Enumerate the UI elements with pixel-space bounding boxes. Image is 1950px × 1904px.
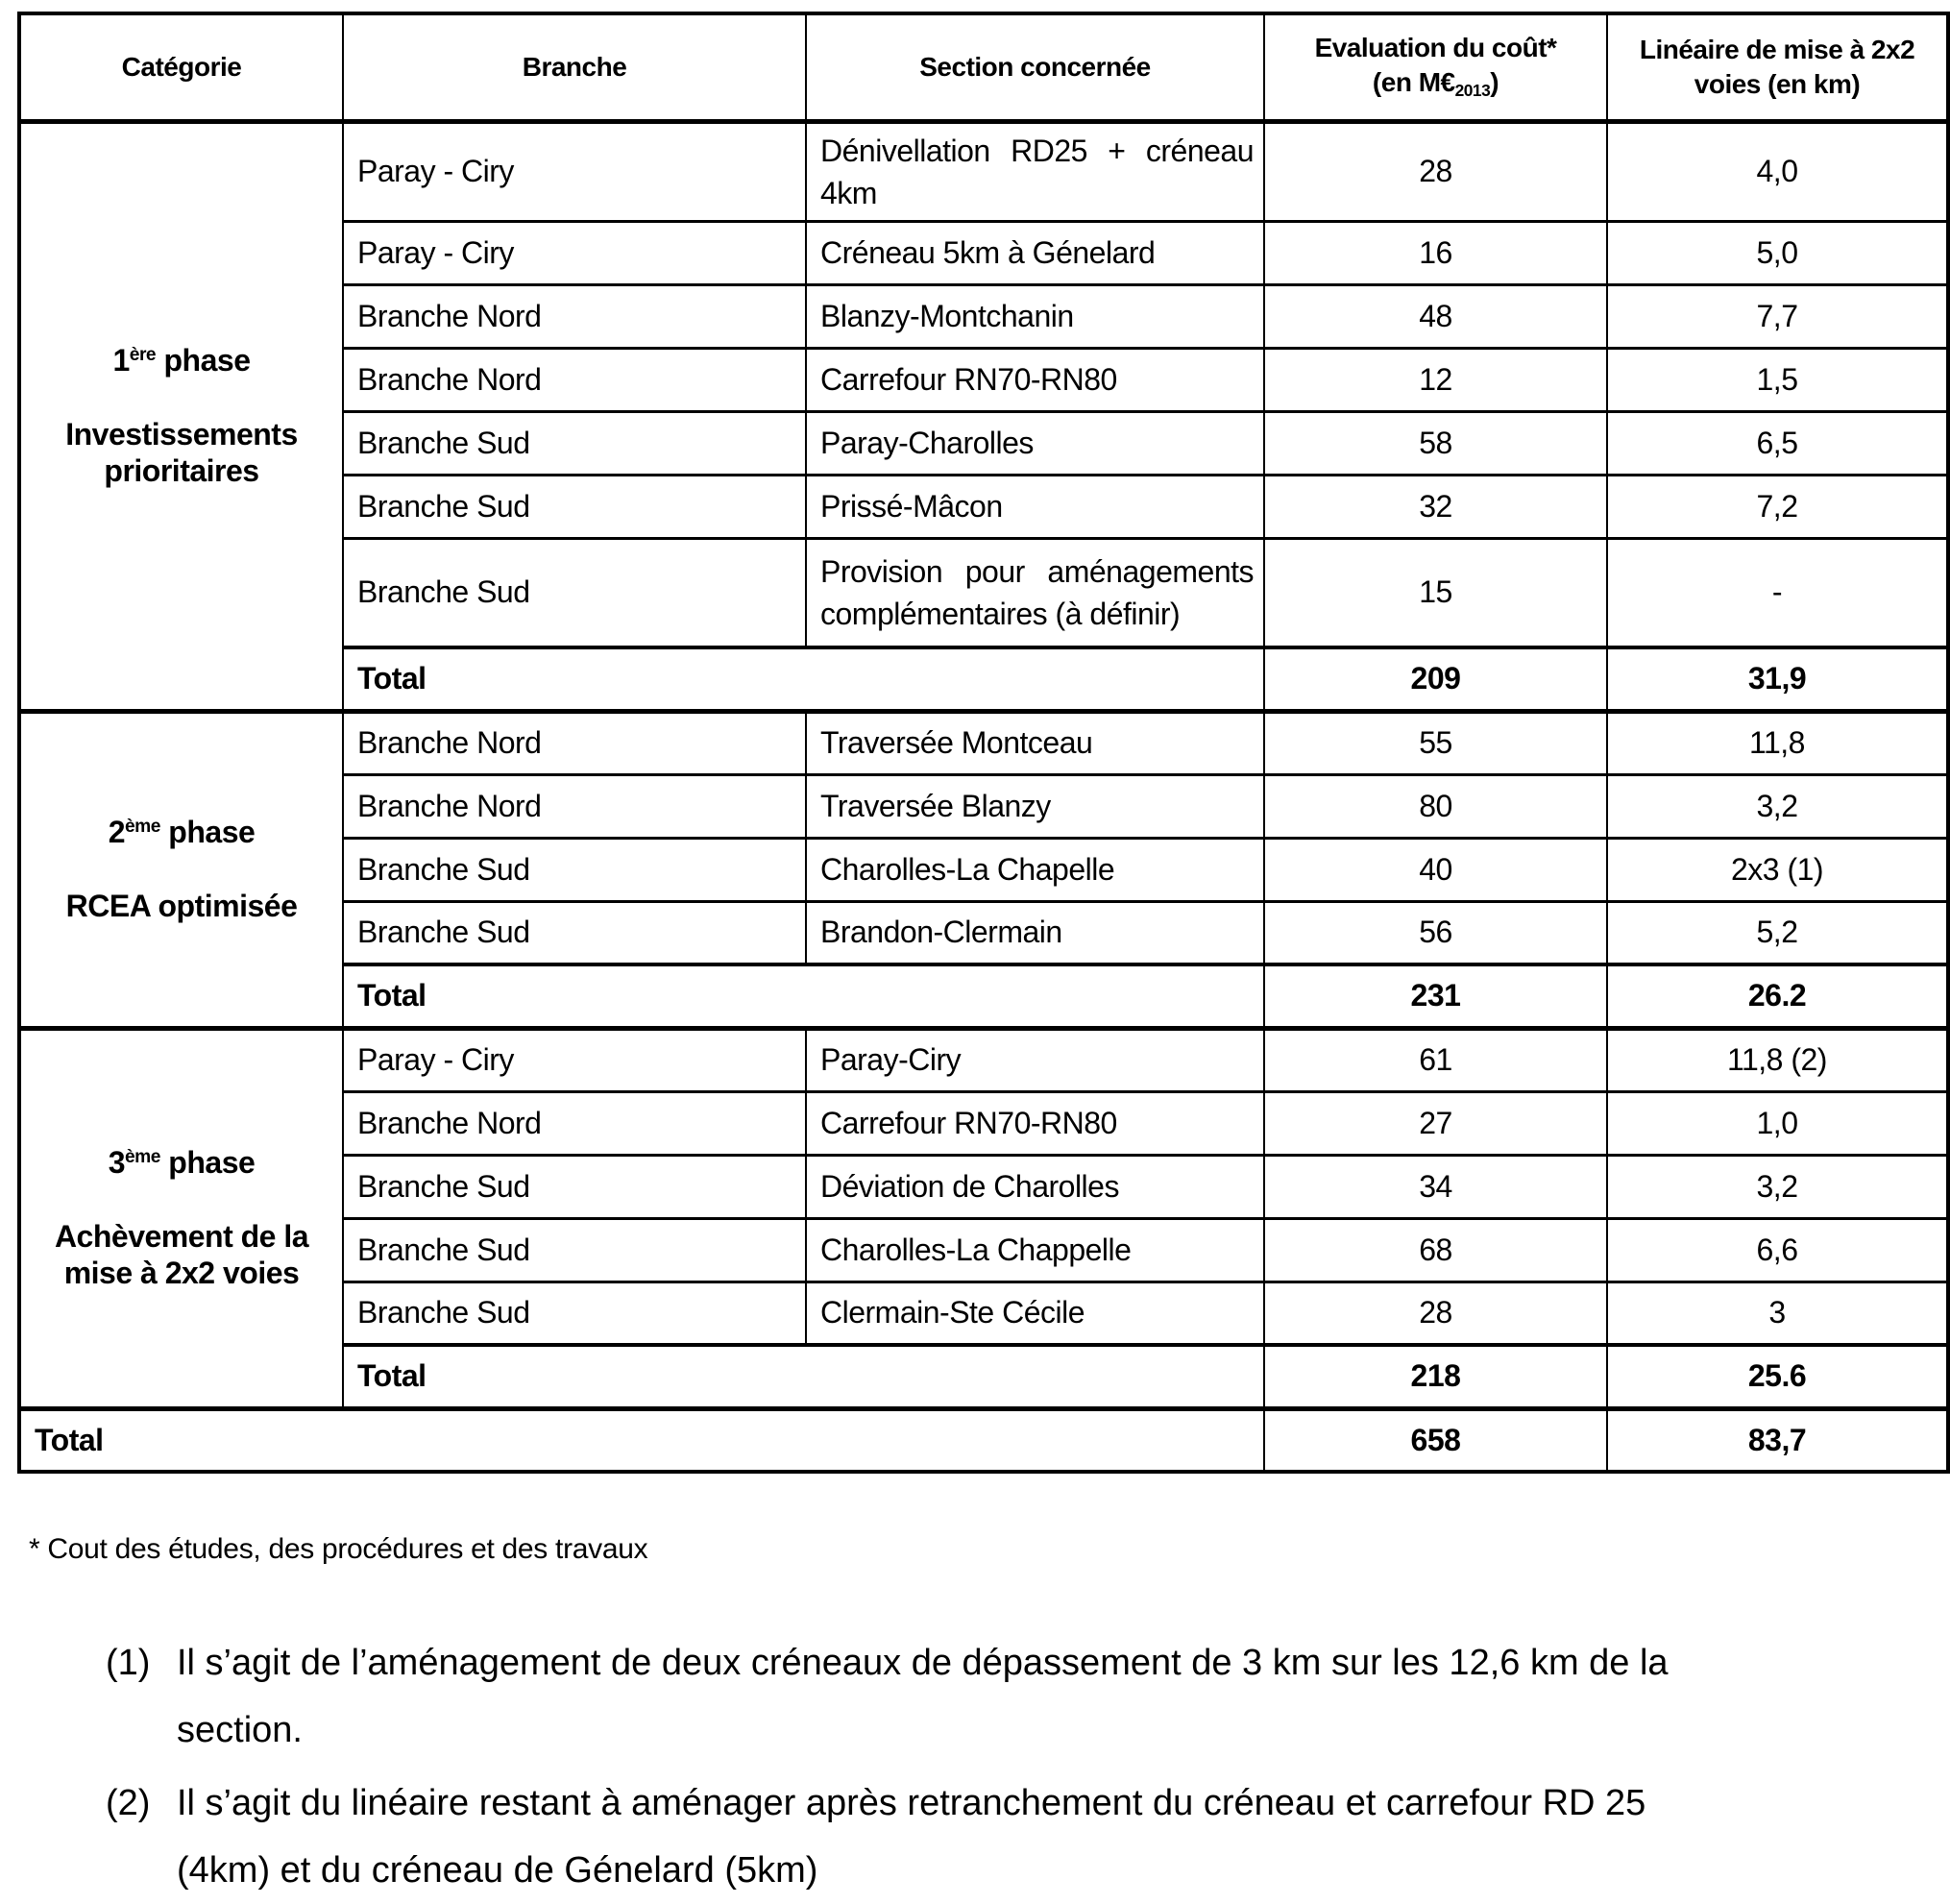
section-cell: Charolles-La Chapelle xyxy=(806,838,1264,901)
cout-cell: 28 xyxy=(1264,1282,1607,1345)
phase-1-total-cout: 209 xyxy=(1264,647,1607,711)
phase-2-word: phase xyxy=(168,815,256,849)
phase-3-title xyxy=(29,1145,334,1185)
phase-3-word: phase xyxy=(168,1145,256,1180)
phase-2-number: 2 xyxy=(108,815,125,849)
cout-cell: 32 xyxy=(1264,475,1607,538)
section-cell: Traversée Montceau xyxy=(806,711,1264,774)
lineaire-cell: 5,2 xyxy=(1607,901,1948,964)
phase-2-subtitle: RCEA optimisée xyxy=(65,889,298,923)
lineaire-cell: - xyxy=(1607,538,1948,647)
header-lineaire-line2: voies (en km) xyxy=(1694,68,1861,99)
table-row xyxy=(19,121,1948,221)
cout-unit-prefix: (en M€ xyxy=(1372,67,1455,98)
lineaire-cell: 1,0 xyxy=(1607,1091,1948,1155)
branche-cell: Branche Sud xyxy=(343,411,806,475)
cout-cell: 34 xyxy=(1264,1155,1607,1218)
phasing-cost-table xyxy=(17,12,1950,1474)
section-cell: Dénivellation RD25 + créneau 4km xyxy=(806,121,1264,221)
phase-1-total-lineaire: 31,9 xyxy=(1607,647,1948,711)
cout-cell: 56 xyxy=(1264,901,1607,964)
footnote-2-number: (2) xyxy=(106,1783,151,1823)
header-cout-line1: Evaluation du coût* xyxy=(1314,33,1557,63)
phase-2-ordinal: ème xyxy=(125,817,160,838)
cout-cell: 55 xyxy=(1264,711,1607,774)
phase-2-total-cout: 231 xyxy=(1264,964,1607,1028)
header-cout xyxy=(1264,13,1607,121)
grand-total-label: Total xyxy=(19,1408,1264,1472)
lineaire-cell: 11,8 xyxy=(1607,711,1948,774)
numbered-footnotes xyxy=(106,1629,1950,1904)
branche-cell: Branche Nord xyxy=(343,1091,806,1155)
section-cell: Carrefour RN70-RN80 xyxy=(806,1091,1264,1155)
section-cell: Déviation de Charolles xyxy=(806,1155,1264,1218)
table-header-row xyxy=(19,13,1948,121)
phase-3-total-cout: 218 xyxy=(1264,1345,1607,1408)
phase-1-ordinal: ère xyxy=(129,345,157,366)
header-categorie: Catégorie xyxy=(19,13,343,121)
cout-cell: 15 xyxy=(1264,538,1607,647)
table-row xyxy=(19,1028,1948,1091)
lineaire-cell: 4,0 xyxy=(1607,121,1948,221)
category-phase-3 xyxy=(19,1028,343,1408)
phase-2-total-lineaire: 26.2 xyxy=(1607,964,1948,1028)
lineaire-cell: 3,2 xyxy=(1607,774,1948,838)
lineaire-cell: 6,6 xyxy=(1607,1218,1948,1282)
category-phase-1 xyxy=(19,121,343,711)
section-cell: Blanzy-Montchanin xyxy=(806,284,1264,348)
lineaire-cell: 3 xyxy=(1607,1282,1948,1345)
branche-cell: Paray - Ciry xyxy=(343,1028,806,1091)
document-page xyxy=(0,12,1950,1891)
section-cell: Créneau 5km à Génelard xyxy=(806,221,1264,284)
lineaire-cell: 1,5 xyxy=(1607,348,1948,411)
phase-2-category-content xyxy=(29,815,334,924)
footnote-1-text: Il s’agit de l’aménagement de deux créneaux de dépassement de 3 km sur les 12,6 km de la section. xyxy=(177,1643,1669,1750)
section-cell: Paray-Charolles xyxy=(806,411,1264,475)
branche-cell: Branche Nord xyxy=(343,284,806,348)
asterisk-footnote: * Cout des études, des procédures et des travaux xyxy=(29,1533,648,1565)
grand-total-cout: 658 xyxy=(1264,1408,1607,1472)
section-cell: Paray-Ciry xyxy=(806,1028,1264,1091)
phase-1-title xyxy=(29,343,334,383)
branche-cell: Paray - Ciry xyxy=(343,121,806,221)
cout-unit-year-subscript: 2013 xyxy=(1454,81,1491,101)
category-phase-2 xyxy=(19,711,343,1028)
lineaire-cell: 11,8 (2) xyxy=(1607,1028,1948,1091)
phase-1-category-content xyxy=(29,343,334,489)
footnote-1-number: (1) xyxy=(106,1643,151,1683)
cout-cell: 80 xyxy=(1264,774,1607,838)
lineaire-cell: 7,2 xyxy=(1607,475,1948,538)
branche-cell: Branche Nord xyxy=(343,774,806,838)
header-section: Section concernée xyxy=(806,13,1264,121)
grand-total-lineaire: 83,7 xyxy=(1607,1408,1948,1472)
table-row xyxy=(19,711,1948,774)
phase-3-ordinal: ème xyxy=(125,1147,160,1168)
cout-cell: 40 xyxy=(1264,838,1607,901)
section-cell: Clermain-Ste Cécile xyxy=(806,1282,1264,1345)
header-lineaire xyxy=(1607,13,1948,121)
cout-cell: 61 xyxy=(1264,1028,1607,1091)
phase-1-word: phase xyxy=(163,343,251,378)
phase-3-category-content xyxy=(29,1145,334,1291)
phase-3-number: 3 xyxy=(108,1145,125,1180)
section-cell: Charolles-La Chappelle xyxy=(806,1218,1264,1282)
footnote-1 xyxy=(106,1629,1950,1764)
cout-cell: 27 xyxy=(1264,1091,1607,1155)
lineaire-cell: 7,7 xyxy=(1607,284,1948,348)
phase-3-subtitle: Achèvement de la mise à 2x2 voies xyxy=(54,1219,309,1290)
section-cell: Prissé-Mâcon xyxy=(806,475,1264,538)
phase-3-total-label: Total xyxy=(343,1345,1264,1408)
cout-cell: 48 xyxy=(1264,284,1607,348)
cout-cell: 58 xyxy=(1264,411,1607,475)
lineaire-cell: 5,0 xyxy=(1607,221,1948,284)
branche-cell: Branche Sud xyxy=(343,1155,806,1218)
phase-2-title xyxy=(29,815,334,855)
section-cell: Provision pour aménagements complémentaires (à définir) xyxy=(806,538,1264,647)
branche-cell: Branche Sud xyxy=(343,901,806,964)
branche-cell: Branche Sud xyxy=(343,538,806,647)
branche-cell: Branche Sud xyxy=(343,475,806,538)
lineaire-cell: 2x3 (1) xyxy=(1607,838,1948,901)
header-lineaire-line1: Linéaire de mise à 2x2 xyxy=(1639,34,1915,64)
header-cout-line2 xyxy=(1269,65,1602,103)
cout-cell: 28 xyxy=(1264,121,1607,221)
cout-cell: 68 xyxy=(1264,1218,1607,1282)
section-cell: Traversée Blanzy xyxy=(806,774,1264,838)
branche-cell: Branche Sud xyxy=(343,1282,806,1345)
lineaire-cell: 3,2 xyxy=(1607,1155,1948,1218)
phase-2-total-label: Total xyxy=(343,964,1264,1028)
cout-cell: 16 xyxy=(1264,221,1607,284)
footnote-2-text: Il s’agit du linéaire restant à aménager après retranchement du créneau et carrefour RD 25 (4km) et du créneau de Génelard (5km) xyxy=(177,1783,1646,1891)
section-cell: Carrefour RN70-RN80 xyxy=(806,348,1264,411)
phase-1-number: 1 xyxy=(112,343,130,378)
phase-1-total-label: Total xyxy=(343,647,1264,711)
branche-cell: Branche Nord xyxy=(343,711,806,774)
header-branche: Branche xyxy=(343,13,806,121)
cout-cell: 12 xyxy=(1264,348,1607,411)
grand-total-row xyxy=(19,1408,1948,1472)
footnote-2 xyxy=(106,1770,1950,1904)
phase-3-total-lineaire: 25.6 xyxy=(1607,1345,1948,1408)
cout-unit-suffix: ) xyxy=(1490,67,1499,98)
branche-cell: Branche Nord xyxy=(343,348,806,411)
branche-cell: Paray - Ciry xyxy=(343,221,806,284)
branche-cell: Branche Sud xyxy=(343,1218,806,1282)
branche-cell: Branche Sud xyxy=(343,838,806,901)
phase-1-subtitle: Investissements prioritaires xyxy=(65,417,298,488)
section-cell: Brandon-Clermain xyxy=(806,901,1264,964)
lineaire-cell: 6,5 xyxy=(1607,411,1948,475)
